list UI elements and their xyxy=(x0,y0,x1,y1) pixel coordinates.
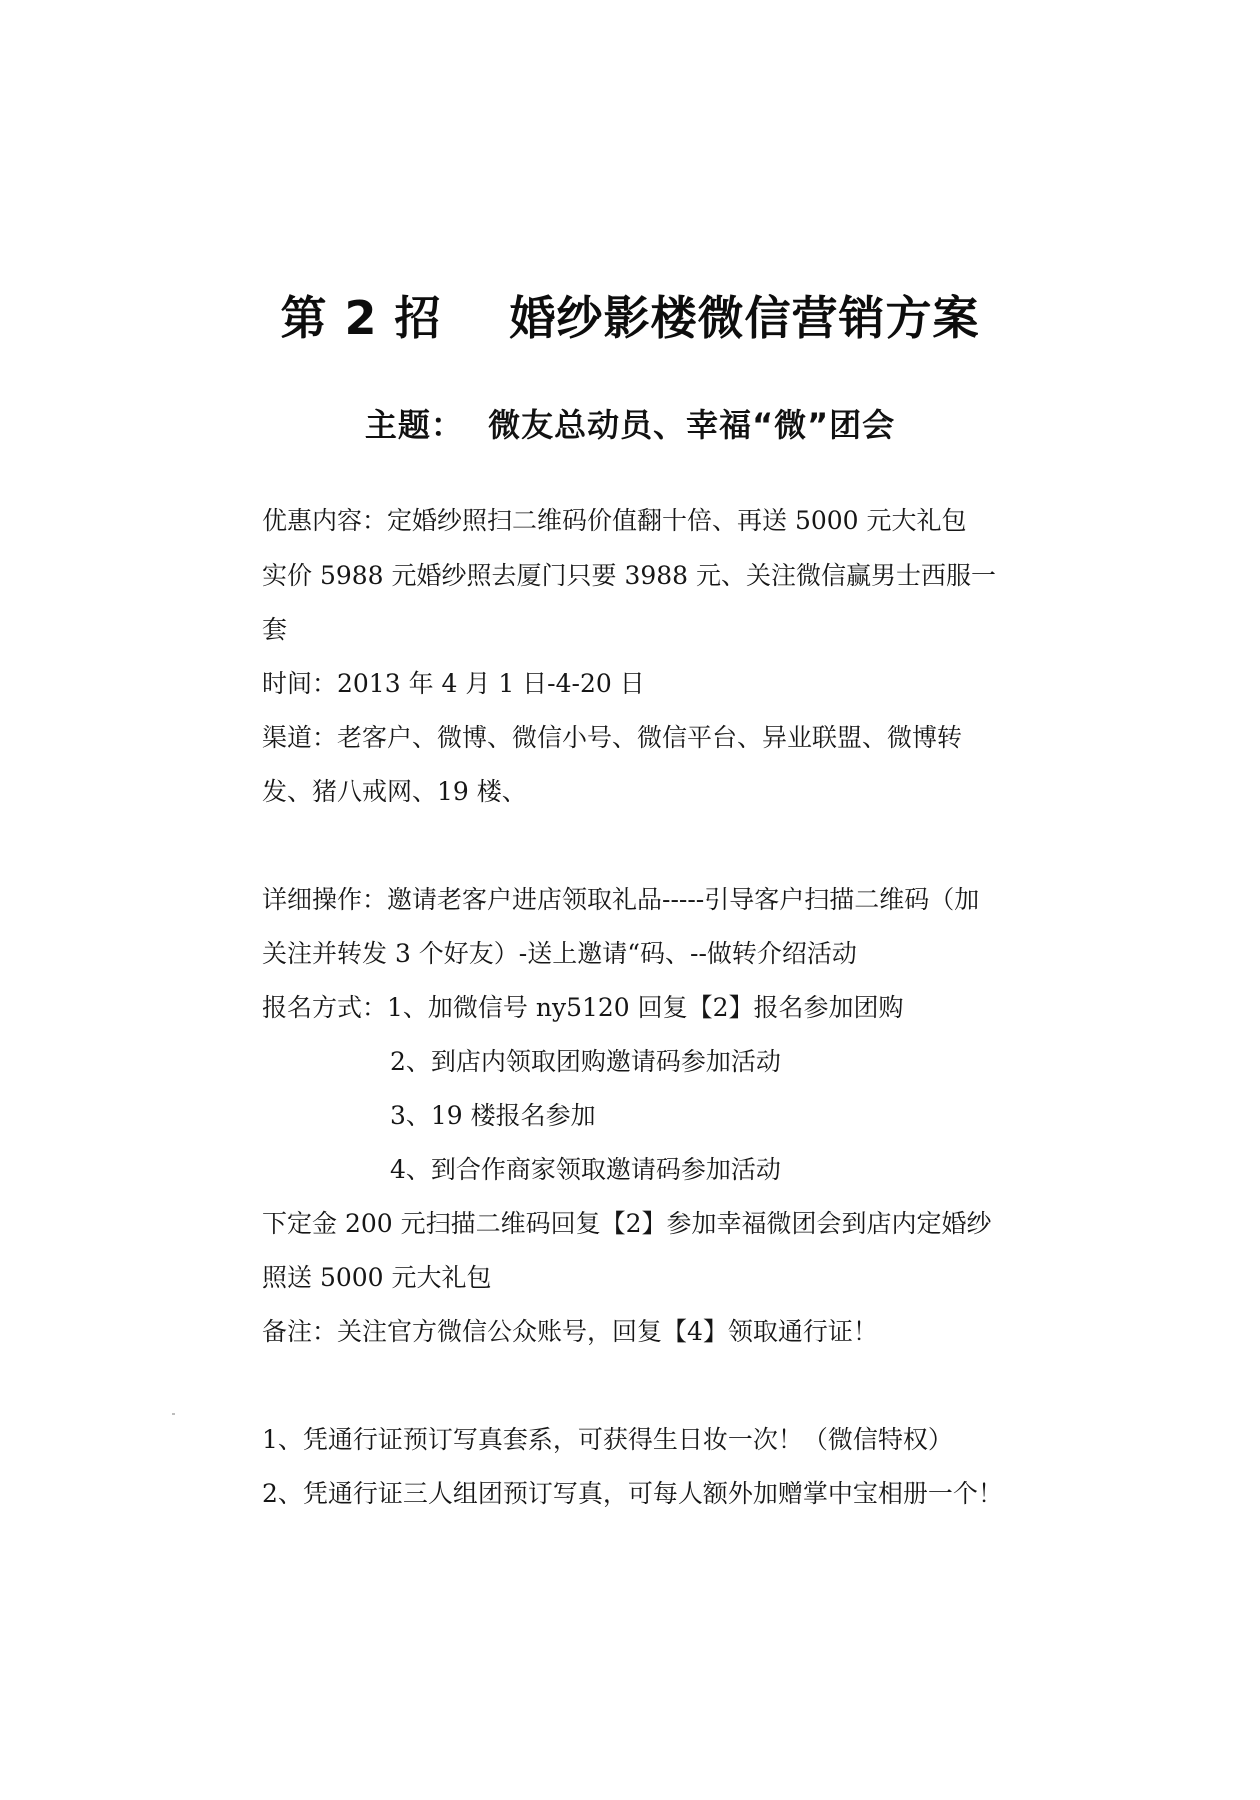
text-line-offer: 优惠内容：定婚纱照扫二维码价值翻十倍、再送 5000 元大礼包 xyxy=(262,506,967,535)
text-line-note: 备注：关注官方微信公众账号，回复【4】领取通行证！ xyxy=(262,1317,878,1346)
text-line-offer-end: 套 xyxy=(262,615,288,644)
document-subtitle: 主题： 微友总动员、幸福“微”团会 xyxy=(364,406,896,444)
text-line-details-cont: 关注并转发 3 个好友）-送上邀请“码、--做转介绍活动 xyxy=(262,939,857,968)
scan-speck xyxy=(172,1413,175,1415)
text-line-privilege-1: 1、凭通行证预订写真套系，可获得生日妆一次！（微信特权） xyxy=(262,1425,953,1454)
text-line-deposit-cont: 照送 5000 元大礼包 xyxy=(262,1263,492,1292)
text-line-channels: 渠道：老客户、微博、微信小号、微信平台、异业联盟、微博转 xyxy=(262,723,963,752)
text-line-privilege-2: 2、凭通行证三人组团预订写真，可每人额外加赠掌中宝相册一个！ xyxy=(262,1479,1003,1508)
text-line-details: 详细操作：邀请老客户进店领取礼品-----引导客户扫描二维码（加 xyxy=(262,885,980,914)
text-line-signup: 报名方式：1、加微信号 ny5120 回复【2】报名参加团购 xyxy=(262,993,904,1022)
document-title: 第 2 招 婚纱影楼微信营销方案 xyxy=(280,291,980,345)
text-line-offer-cont: 实价 5988 元婚纱照去厦门只要 3988 元、关注微信赢男士西服一 xyxy=(262,561,997,590)
text-line-deposit: 下定金 200 元扫描二维码回复【2】参加幸福微团会到店内定婚纱 xyxy=(262,1209,992,1238)
text-line-time: 时间：2013 年 4 月 1 日-4-20 日 xyxy=(262,669,645,698)
text-line-channels-cont: 发、猪八戒网、19 楼、 xyxy=(262,777,527,806)
text-line-signup-4: 4、到合作商家领取邀请码参加活动 xyxy=(390,1155,781,1184)
text-line-signup-3: 3、19 楼报名参加 xyxy=(390,1101,596,1130)
text-line-signup-2: 2、到店内领取团购邀请码参加活动 xyxy=(390,1047,781,1076)
